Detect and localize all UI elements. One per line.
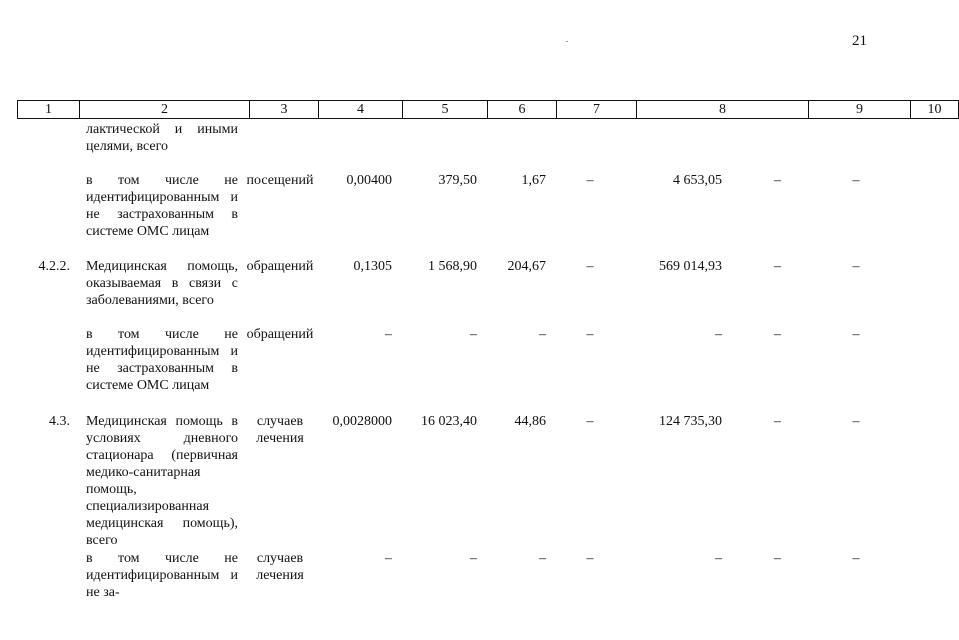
row-2-col9: –	[774, 259, 781, 274]
row-5-col10: –	[852, 551, 860, 566]
col-header-4: 4	[319, 101, 403, 119]
row-1-col6: 1,67	[521, 173, 546, 188]
row-3-col4: –	[385, 327, 392, 342]
row-3-unit: обращений	[246, 327, 314, 342]
row-4-col9: –	[774, 414, 781, 429]
row-1-col8: 4 653,05	[673, 173, 722, 188]
row-1-col9: –	[774, 173, 781, 188]
row-3-col8: –	[715, 327, 722, 342]
row-2-col4: 0,1305	[353, 259, 392, 274]
row-5-unit: случаев лечения	[256, 551, 304, 583]
row-5-col6: –	[539, 551, 546, 566]
row-5-col8: –	[715, 551, 722, 566]
col-header-9: 9	[809, 101, 911, 119]
col-header-10: 10	[911, 101, 959, 119]
row-1-description: в том числе не идентифицированным и не застрахованным в системе ОМС лицам	[86, 173, 238, 239]
row-1-col10: –	[852, 173, 860, 188]
row-3-col5: –	[470, 327, 477, 342]
row-3-col6: –	[539, 327, 546, 342]
col-header-1: 1	[18, 101, 80, 119]
scan-speck	[566, 41, 568, 42]
col-header-5: 5	[403, 101, 488, 119]
row-0-description: лактической и иными целями, всего	[86, 122, 238, 154]
row-1-col4: 0,00400	[346, 173, 392, 188]
row-4-col8: 124 735,30	[659, 414, 722, 429]
row-2-col8: 569 014,93	[659, 259, 722, 274]
row-3-col7: –	[586, 327, 594, 342]
col-header-3: 3	[250, 101, 319, 119]
row-4-col6: 44,86	[514, 414, 546, 429]
row-2-description: Медицинская помощь, оказываемая в связи с заболеваниями, всего	[86, 259, 238, 308]
row-3-description: в том числе не идентифицированным и не застрахованным в системе ОМС лицам	[86, 327, 238, 393]
row-3-col10: –	[852, 327, 860, 342]
row-4-col4: 0,0028000	[332, 414, 392, 429]
row-5-col4: –	[385, 551, 392, 566]
row-2-col10: –	[852, 259, 860, 274]
row-5-col9: –	[774, 551, 781, 566]
col-header-2: 2	[80, 101, 250, 119]
page-number: 21	[852, 33, 867, 49]
row-4-col10: –	[852, 414, 860, 429]
column-number-header	[17, 100, 959, 119]
row-4-code: 4.3.	[49, 414, 70, 429]
row-1-unit: посещений	[246, 173, 314, 188]
row-5-col7: –	[586, 551, 594, 566]
row-2-col5: 1 568,90	[428, 259, 477, 274]
row-4-col5: 16 023,40	[421, 414, 477, 429]
row-2-unit: обращений	[246, 259, 314, 274]
row-4-description: Медицинская помощь в условиях дневного стационара (первичная медико-санитарная помощь, специализированная медицинская помощь), всего	[86, 414, 238, 548]
row-5-description: в том числе не идентифицированным и не за-	[86, 551, 238, 600]
row-5-col5: –	[470, 551, 477, 566]
row-3-col9: –	[774, 327, 781, 342]
row-1-col7: –	[586, 173, 594, 188]
col-header-6: 6	[488, 101, 557, 119]
col-header-7: 7	[557, 101, 637, 119]
row-2-col7: –	[586, 259, 594, 274]
row-4-unit: случаев лечения	[256, 414, 304, 446]
row-4-col7: –	[586, 414, 594, 429]
row-2-code: 4.2.2.	[38, 259, 70, 274]
row-1-col5: 379,50	[438, 173, 477, 188]
col-header-8: 8	[637, 101, 809, 119]
row-2-col6: 204,67	[507, 259, 546, 274]
